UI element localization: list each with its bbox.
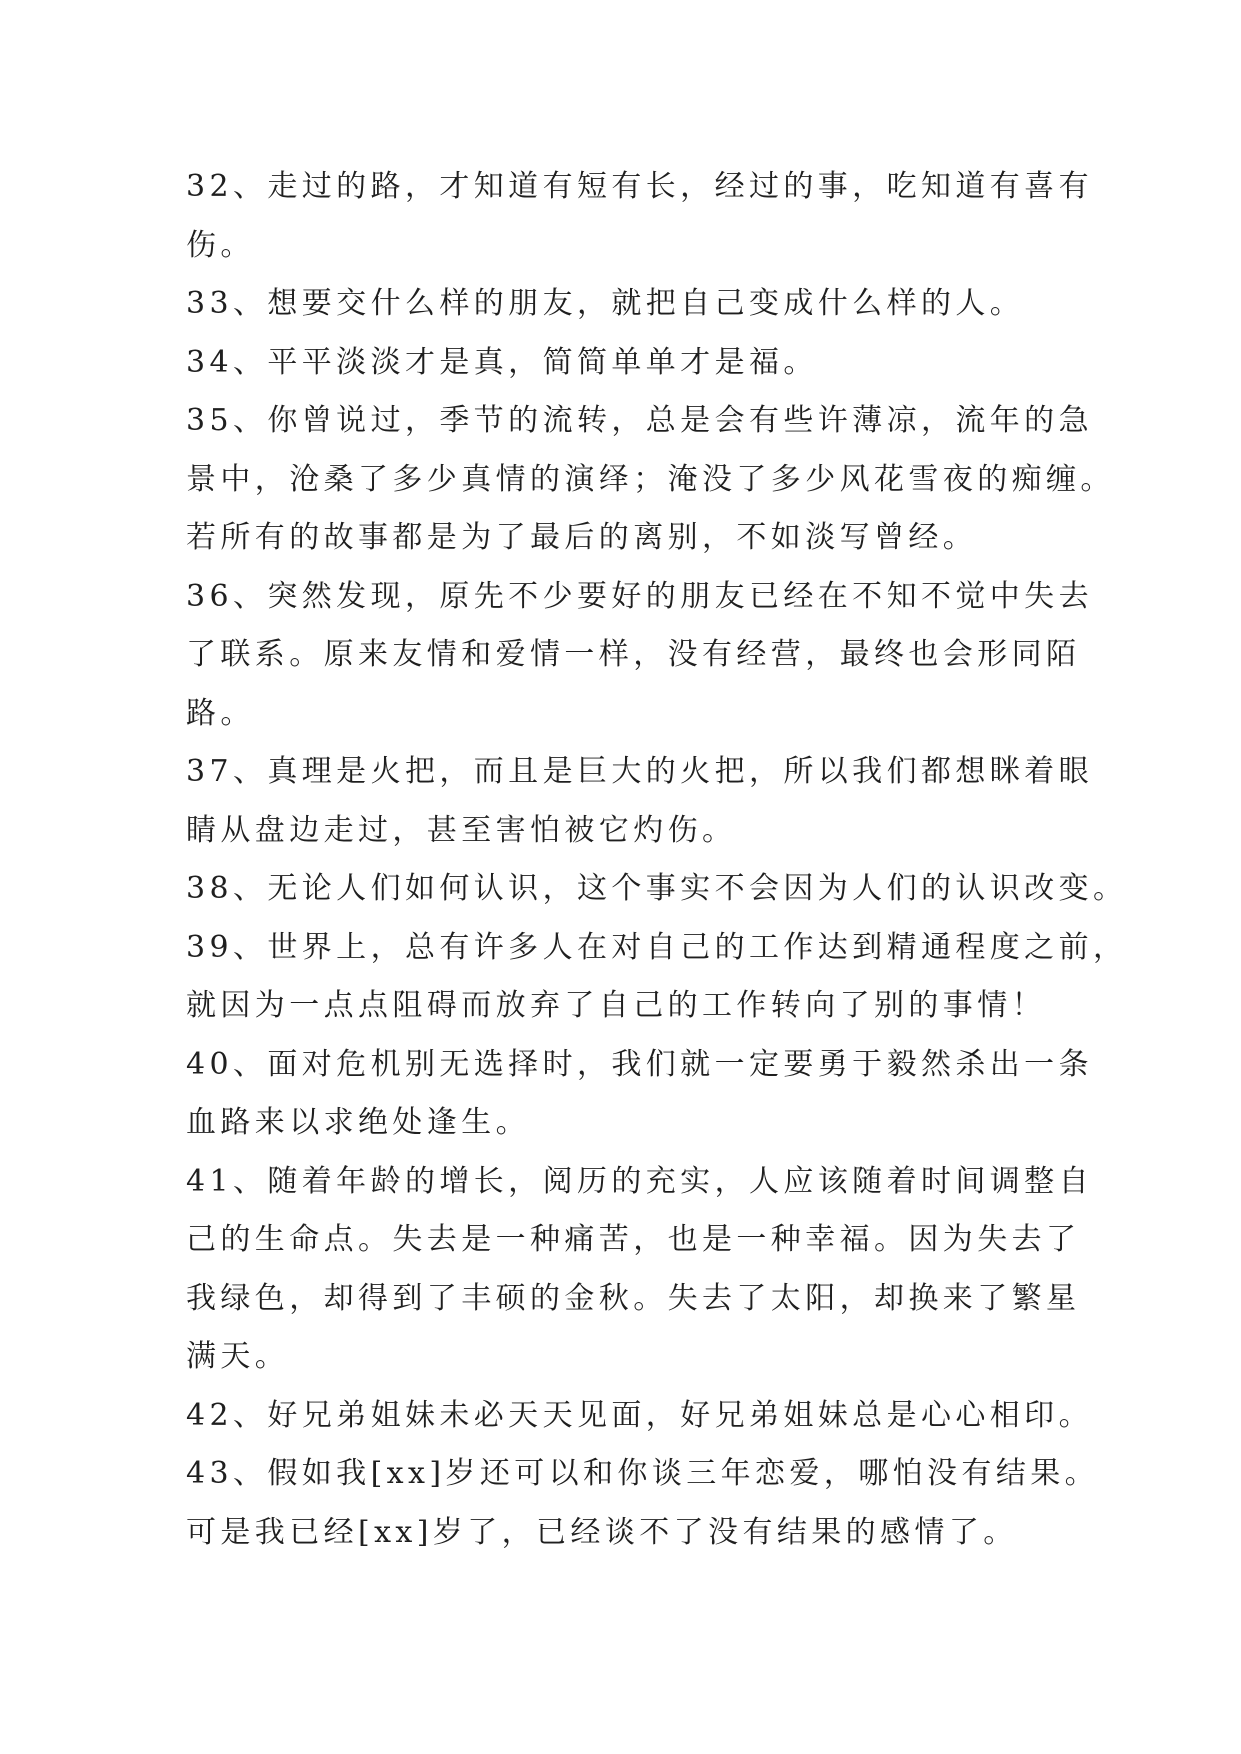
text-line: 就因为一点点阻碍而放弃了自己的工作转向了别的事情！ [186, 988, 1046, 1023]
text-line: 满天。 [186, 1339, 290, 1374]
text-line: 我绿色，却得到了丰硕的金秋。失去了太阳，却换来了繁星 [186, 1280, 1081, 1316]
text-line: 40、面对危机别无选择时，我们就一定要勇于毅然杀出一条 [186, 1046, 1093, 1082]
text-line: 景中，沧桑了多少真情的演绎；淹没了多少风花雪夜的痴缠。 [186, 461, 1115, 497]
text-line: 32、走过的路，才知道有短有长，经过的事，吃知道有喜有 [186, 169, 1093, 204]
text-line: 37、真理是火把，而且是巨大的火把，所以我们都想眯着眼 [186, 754, 1093, 789]
text-line: 36、突然发现，原先不少要好的朋友已经在不知不觉中失去 [186, 578, 1093, 614]
text-line: 了联系。原来友情和爱情一样，没有经营，最终也会形同陌 [186, 637, 1081, 672]
text-line: 41、随着年龄的增长，阅历的充实，人应该随着时间调整自 [186, 1163, 1093, 1199]
text-line: 38、无论人们如何认识，这个事实不会因为人们的认识改变。 [186, 871, 1128, 906]
text-line: 可是我已经[xx]岁了，已经谈不了没有结果的感情了。 [186, 1514, 1018, 1550]
text-line: 39、世界上，总有许多人在对自己的工作达到精通程度之前， [186, 929, 1128, 965]
text-line: 睛从盘边走过，甚至害怕被它灼伤。 [186, 812, 737, 848]
text-line: 己的生命点。失去是一种痛苦，也是一种幸福。因为失去了 [186, 1222, 1081, 1257]
text-line: 43、假如我[xx]岁还可以和你谈三年恋爱，哪怕没有结果。 [186, 1456, 1100, 1491]
text-line: 33、想要交什么样的朋友，就把自己变成什么样的人。 [186, 286, 1025, 321]
document-body [186, 158, 1128, 1562]
text-line: 若所有的故事都是为了最后的离别，不如淡写曾经。 [186, 520, 978, 555]
text-line: 34、平平淡淡才是真，简简单单才是福。 [186, 344, 818, 380]
text-line: 伤。 [186, 227, 255, 263]
text-line: 血路来以求绝处逢生。 [186, 1105, 530, 1140]
text-line: 路。 [186, 695, 255, 731]
text-line: 35、你曾说过，季节的流转，总是会有些许薄凉，流年的急 [186, 403, 1093, 438]
text-line: 42、好兄弟姐妹未必天天见面，好兄弟姐妹总是心心相印。 [186, 1397, 1093, 1433]
